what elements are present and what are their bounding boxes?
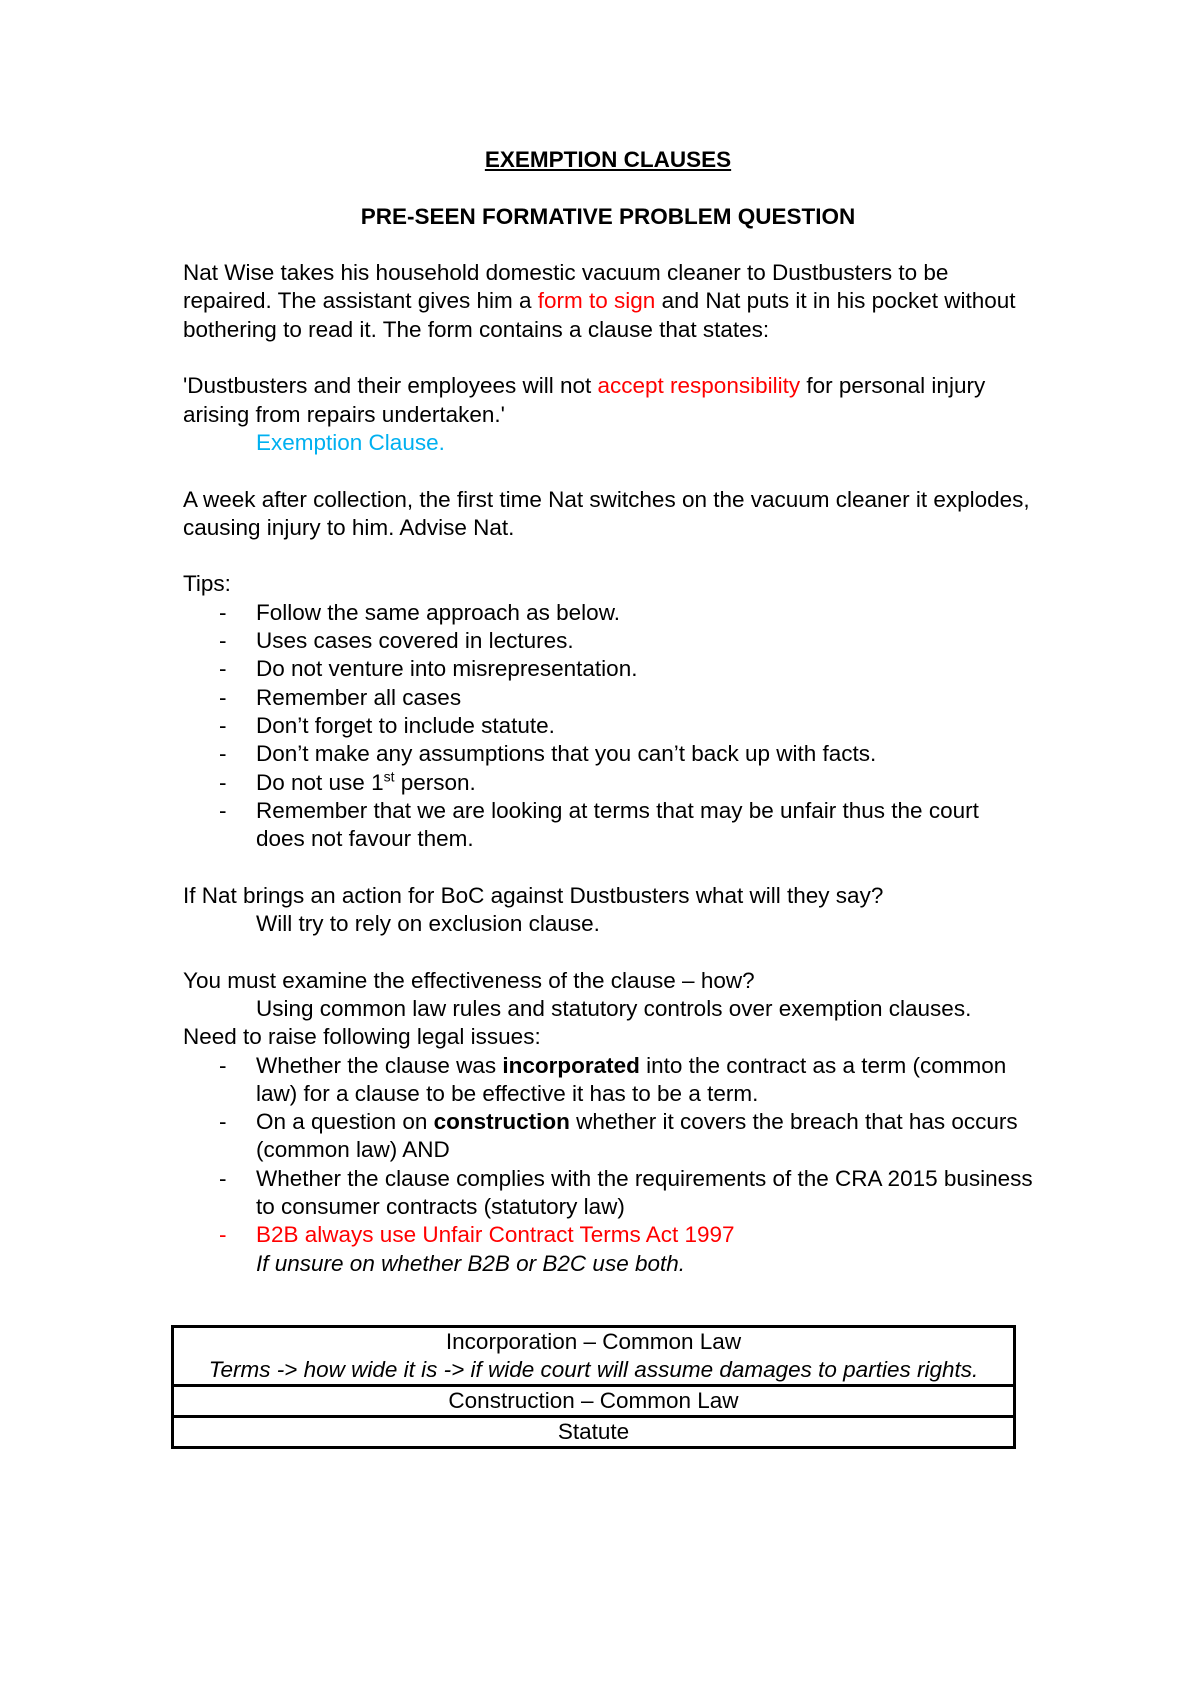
tip-text: Do not use 1 bbox=[256, 769, 384, 795]
dash-bullet: - bbox=[219, 656, 227, 682]
table-row bbox=[173, 1327, 1015, 1386]
dash-bullet: - bbox=[219, 628, 227, 654]
intro-text-2: and Nat puts it in his pocket without bothering to read it. The form contains a clause that states: bbox=[183, 288, 1016, 342]
tips-heading: Tips: bbox=[183, 571, 231, 597]
issue-text: into the contract as a term (common law) for a clause to be effective it has to be a term. bbox=[256, 1052, 1007, 1106]
dash-bullet: - bbox=[219, 1165, 227, 1191]
list-item bbox=[183, 599, 1033, 627]
action-answer: Will try to rely on exclusion clause. bbox=[256, 911, 600, 937]
intro-paragraph bbox=[183, 259, 1033, 344]
facts-paragraph: A week after collection, the first time Nat switches on the vacuum cleaner it explodes, causing injury to him. Advise Nat. bbox=[183, 486, 1030, 540]
issue-text: B2B always use Unfair Contract Terms Act 1997 bbox=[256, 1222, 735, 1248]
dash-bullet: - bbox=[219, 741, 227, 767]
row-note: Terms -> how wide it is -> if wide court will assume damages to parties rights. bbox=[208, 1357, 979, 1382]
list-item bbox=[183, 740, 1033, 768]
issue-text: Whether the clause complies with the requirements of the CRA 2015 business to consumer contracts (statutory law) bbox=[256, 1165, 1033, 1219]
list-item bbox=[183, 1165, 1033, 1222]
tip-text: Uses cases covered in lectures. bbox=[256, 628, 574, 654]
tip-text: Remember all cases bbox=[256, 684, 462, 710]
action-question: If Nat brings an action for BoC against Dustbusters what will they say? bbox=[183, 882, 884, 908]
tip-text: person. bbox=[394, 769, 476, 795]
table-row bbox=[173, 1386, 1015, 1417]
list-item bbox=[183, 1108, 1033, 1165]
quote-highlight: accept responsibility bbox=[597, 373, 801, 399]
intro-highlight: form to sign bbox=[537, 288, 656, 314]
list-item bbox=[183, 797, 1033, 854]
dash-bullet: - bbox=[219, 1052, 227, 1078]
list-item bbox=[183, 655, 1033, 683]
issue-keyword: construction bbox=[433, 1109, 570, 1135]
intro-text-1: Nat Wise takes his household domestic vacuum cleaner to Dustbusters to be repaired. The assistant gives him a bbox=[183, 260, 949, 314]
list-item bbox=[183, 712, 1033, 740]
dash-bullet: - bbox=[219, 797, 227, 823]
tip-text: Don’t forget to include statute. bbox=[256, 712, 555, 738]
list-item bbox=[183, 1221, 1033, 1249]
dash-bullet: - bbox=[219, 1222, 227, 1248]
dash-bullet: - bbox=[219, 769, 227, 795]
row-title: Incorporation – Common Law bbox=[445, 1329, 742, 1354]
document-title: EXEMPTION CLAUSES bbox=[484, 147, 732, 172]
quote-text-2: for personal injury arising from repairs undertaken.' bbox=[183, 373, 986, 427]
list-item bbox=[183, 627, 1033, 655]
dash-bullet: - bbox=[219, 712, 227, 738]
issues-heading: Need to raise following legal issues: bbox=[183, 1024, 541, 1050]
issues-note: If unsure on whether B2B or B2C use both. bbox=[256, 1250, 686, 1276]
examine-answer: Using common law rules and statutory controls over exemption clauses. bbox=[256, 995, 972, 1021]
quote-text-1: 'Dustbusters and their employees will not bbox=[183, 373, 598, 399]
document-body bbox=[183, 146, 1033, 1278]
table-cell: Statute bbox=[173, 1417, 1015, 1448]
document-subtitle: PRE-SEEN FORMATIVE PROBLEM QUESTION bbox=[360, 203, 856, 229]
quote-paragraph bbox=[183, 372, 1033, 429]
examine-question: You must examine the effectiveness of the clause – how? bbox=[183, 967, 755, 993]
issue-text: On a question on bbox=[256, 1109, 434, 1135]
issues-list bbox=[183, 1052, 1033, 1250]
tip-text: Do not venture into misrepresentation. bbox=[256, 656, 638, 682]
quote-note: Exemption Clause. bbox=[256, 429, 445, 455]
table-row bbox=[173, 1417, 1015, 1448]
list-item bbox=[183, 1052, 1033, 1109]
issue-text: Whether the clause was bbox=[256, 1052, 503, 1078]
list-item bbox=[183, 684, 1033, 712]
issue-keyword: incorporated bbox=[502, 1052, 640, 1078]
table-cell bbox=[173, 1327, 1015, 1386]
tips-list bbox=[183, 599, 1033, 854]
tip-text: Remember that we are looking at terms that may be unfair thus the court does not favour them. bbox=[256, 797, 979, 852]
list-item bbox=[183, 769, 1033, 797]
superscript: st bbox=[383, 768, 395, 785]
dash-bullet: - bbox=[219, 1109, 227, 1135]
tip-text: Don’t make any assumptions that you can’t back up with facts. bbox=[256, 741, 877, 767]
table-cell: Construction – Common Law bbox=[173, 1386, 1015, 1417]
issue-text: whether it covers the breach that has occurs (common law) AND bbox=[256, 1109, 1018, 1163]
dash-bullet: - bbox=[219, 684, 227, 710]
tip-text: Follow the same approach as below. bbox=[256, 599, 620, 625]
dash-bullet: - bbox=[219, 599, 227, 625]
summary-table bbox=[171, 1325, 1016, 1449]
